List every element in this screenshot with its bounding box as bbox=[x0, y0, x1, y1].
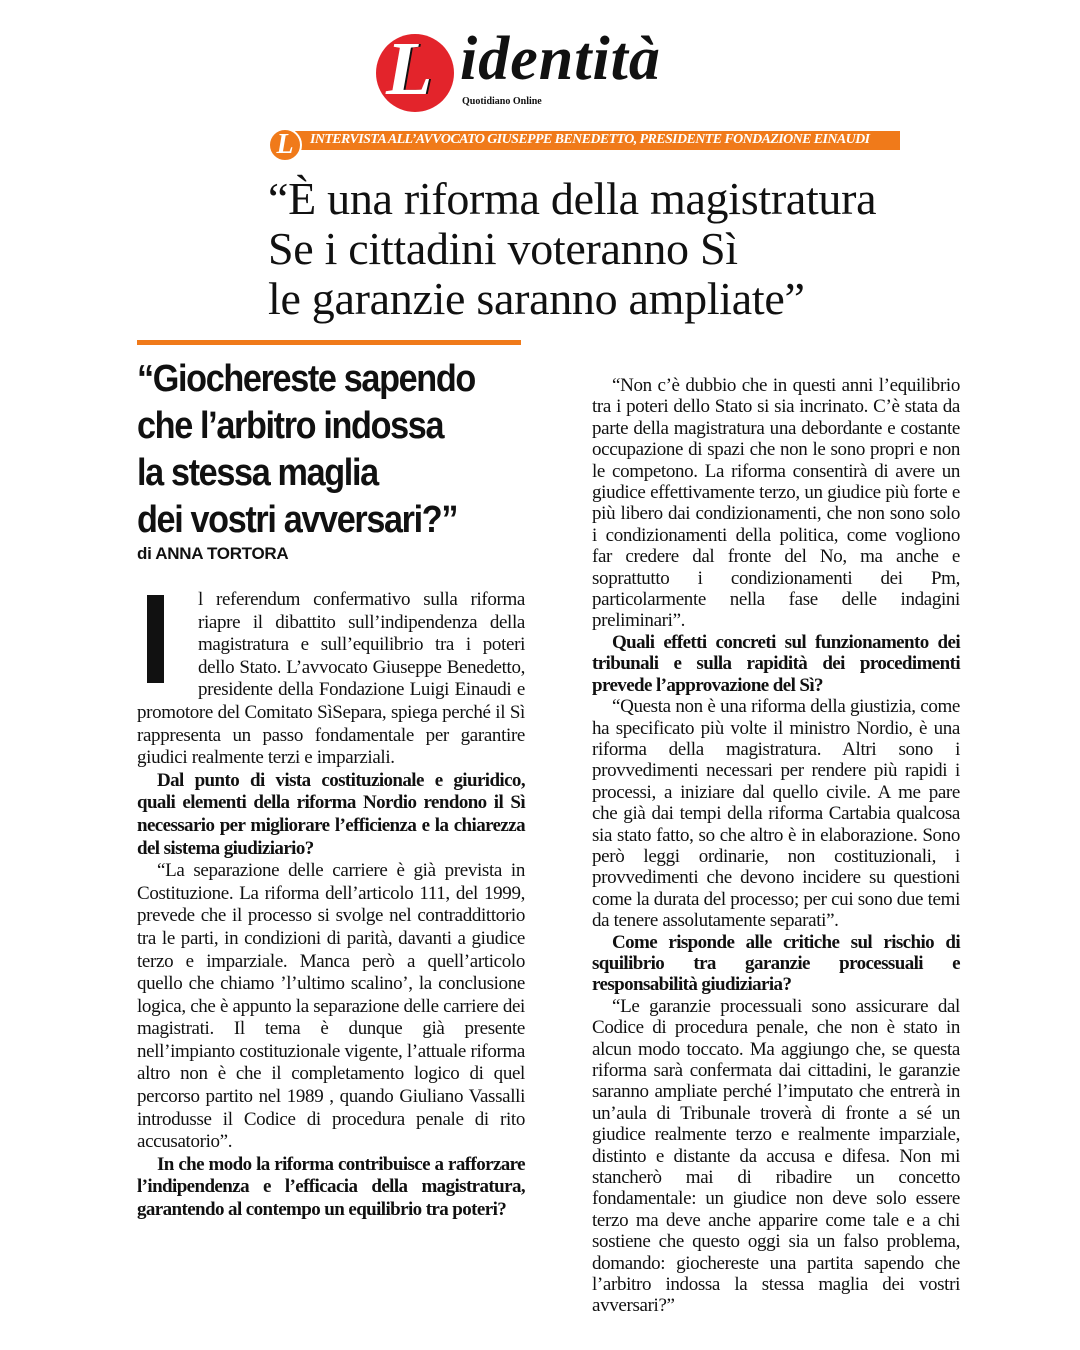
logo-subtitle: Quotidiano Online bbox=[462, 96, 542, 107]
byline: di ANNA TORTORA bbox=[137, 544, 289, 563]
masthead-logo bbox=[376, 25, 716, 112]
interview-question: Dal punto di vista costituzionale e giuridico, quali elementi della riforma Nordio rendono il Sì necessario per migliorare l’efficienza e la chiarezza del sistema giudiziario? bbox=[137, 769, 525, 859]
logo-letter: L bbox=[386, 27, 433, 111]
interview-question: In che modo la riforma contribuisce a rafforzare l’indipendenza e l’efficacia della magistratura, garantendo al contempo un equilibrio tra poteri? bbox=[137, 1153, 525, 1221]
headline bbox=[268, 174, 948, 324]
drop-cap-I bbox=[147, 595, 164, 683]
orange-divider bbox=[137, 340, 521, 345]
subhead-line: dei vostri avversari?” bbox=[137, 499, 458, 541]
interview-answer: “Le garanzie processuali sono assicurare dal Codice di procedura penale, che non è stato in alcun modo toccato. Ma aggiungo che, se questa riforma sarà confermata dai cittadini, le garanzie saranno ampliate perché l’imputato che entrerà in un’aula di Tribunale troverà di fronte a sé un giudice realmente terzo e realmente imparziale, distinto e distante da accusa e difesa. Non mi stancherò mai di ribadire un concetto fondamentale: un giudice non deve solo essere terzo ma deve anche apparire come tale e a chi sostiene che questo oggi sia un falso problema, domando: giochereste una partita sapendo che l’arbitro indossa la stessa maglia dei vostri avversari?” bbox=[592, 995, 960, 1317]
subhead-line: la stessa maglia bbox=[137, 452, 378, 494]
kicker-banner bbox=[268, 128, 900, 160]
subhead-line: che l’arbitro indossa bbox=[137, 405, 444, 447]
interview-answer: “Non c’è dubbio che in questi anni l’equilibrio tra i poteri dello Stato si sia incrinato. C’è stata da parte della magistratura una debordante e costante occupazione di spazi che non le sono propri e non le competono. La riforma consentirà di avere un giudice effettivamente terzo, un giudice più forte e più libero dai condizionamenti, che non sono solo i condizionamenti della politica, come vogliono far credere dal fronte del No, ma anche e soprattutto i condizionamenti dei Pm, particolarmente nella fase delle indagini preliminari”. bbox=[592, 375, 960, 632]
headline-line: “È una riforma della magistratura bbox=[268, 173, 877, 224]
article-column-left bbox=[137, 589, 525, 1222]
interview-question: Quali effetti concreti sul funzionamento dei tribunali e sulla rapidità dei procedimenti prevede l’approvazione del Sì? bbox=[592, 631, 960, 696]
lead-paragraph: l referendum confermativo sulla riforma riapre il dibattito sull’indipendenza della magistratura e sull’equilibrio tra i poteri dello Stato. L’avvocato Giuseppe Benedetto, presidente della Fondazione Luigi Einaudi e promotore del Comitato SìSepara, spiega perché il Sì rappresenta un passo fondamentale per garantire giudici realmente terzi e imparziali. bbox=[137, 589, 525, 769]
interview-answer: “La separazione delle carriere è già prevista in Costituzione. La riforma dell’articolo 111, del 1999, prevede che il processo si svolge nel contraddittorio tra le parti, in condizioni di parità, davanti a giudice terzo e imparziale. Manca però a quell’articolo quello che chiamo ’l’ultimo scalino’, la conclusione logica, che è appunto la separazione delle carriere dei magistrati. Il tema è dunque già presente nell’impianto costituzionale vigente, l’attuale riforma altro non è che il completamento logico di quel percorso partito nel 1989 , quando Giuliano Vassalli introdusse il Codice di procedura penale di rito accusatorio”. bbox=[137, 860, 525, 1153]
subhead-line: “Giochereste sapendo bbox=[137, 358, 475, 400]
subheadline bbox=[137, 356, 497, 544]
headline-line: le garanzie saranno ampliate” bbox=[268, 273, 805, 324]
kicker-text: INTERVISTA ALL’AVVOCATO GIUSEPPE BENEDETTO, PRESIDENTE FONDAZIONE EINAUDI bbox=[310, 132, 870, 147]
kicker-logo-icon: L bbox=[268, 128, 302, 162]
logo-word: identità bbox=[460, 25, 661, 93]
interview-question: Come risponde alle critiche sul rischio di squilibrio tra garanzie processuali e responsabilità giudiziaria? bbox=[592, 931, 960, 996]
article-column-right bbox=[592, 375, 960, 1317]
interview-answer: “Questa non è una riforma della giustizia, come ha specificato più volte il ministro Nordio, è una riforma della magistratura. Altri sono i provvedimenti necessari per rendere più rapidi i processi, a iniziare dal quello civile. A me pare che già dai tempi della riforma Cartabia qualcosa sia stato fatto, so che altro è in elaborazione. Sono però leggi ordinarie, non costituzionali, i provvedimenti che devono incidere su questioni come la durata del processo; per cui sono due temi da tenere assolutamente separati”. bbox=[592, 696, 960, 932]
headline-line: Se i cittadini voteranno Sì bbox=[268, 223, 738, 274]
